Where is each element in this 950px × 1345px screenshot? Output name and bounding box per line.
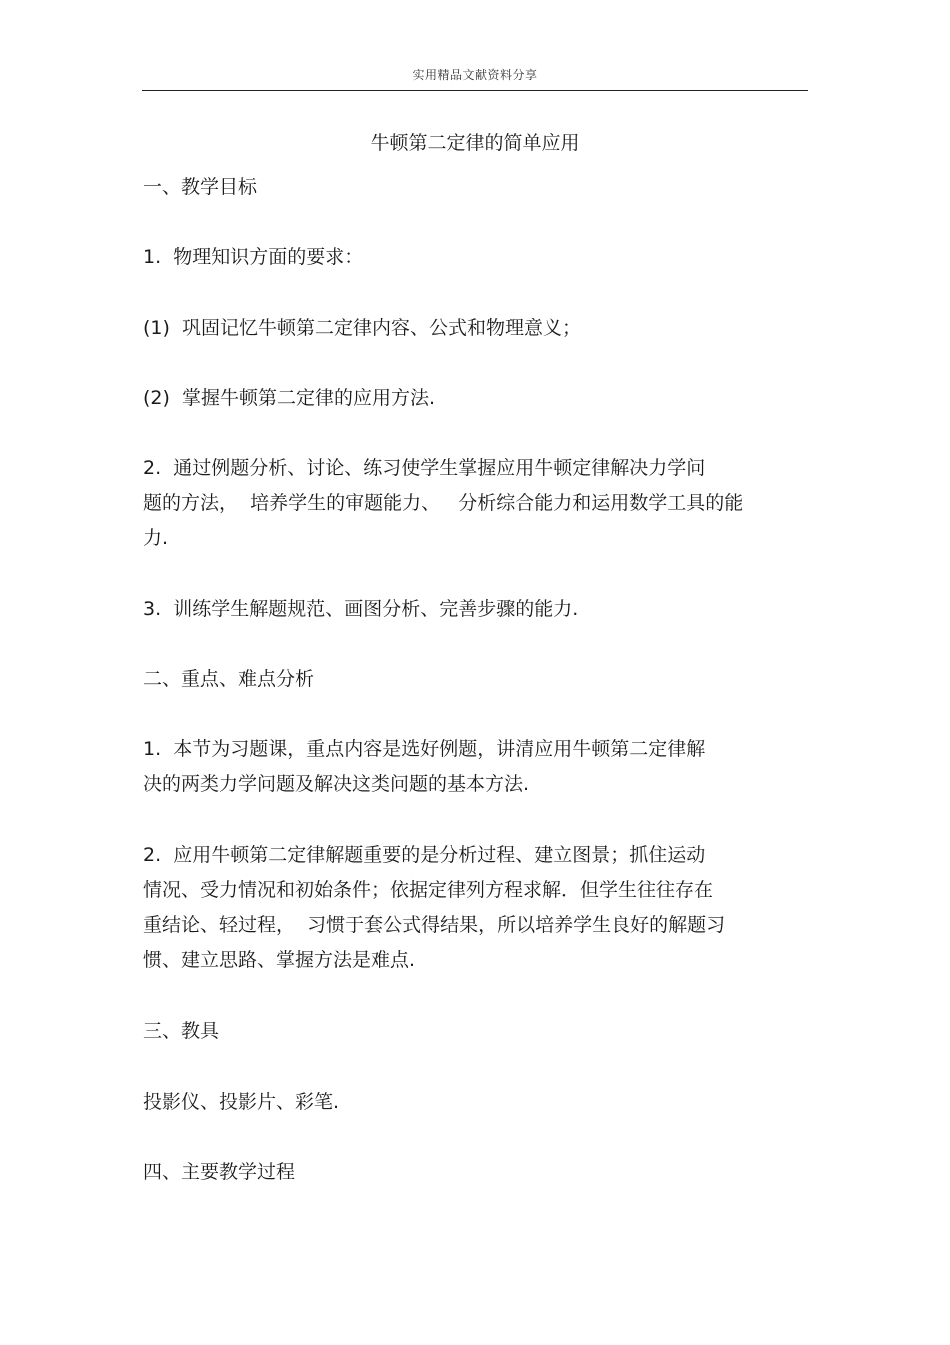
section-3-heading: 三、教具 [143, 1020, 220, 1042]
section-1-item-1-2: (2) 掌握牛顿第二定律的应用方法. [143, 387, 436, 409]
document-title: 牛顿第二定律的简单应用 [370, 132, 580, 154]
section-1-item-3: 3. 训练学生解题规范、画图分析、完善步骤的能力. [143, 598, 579, 620]
header-divider [142, 90, 808, 91]
section-1-item-2-line-1: 2. 通过例题分析、讨论、练习使学生掌握应用牛顿定律解决力学问 [143, 457, 706, 479]
section-1-heading: 一、教学目标 [143, 176, 258, 198]
section-2-item-2-line-1: 2. 应用牛顿第二定律解题重要的是分析过程、建立图景；抓住运动 [143, 844, 706, 866]
section-4-heading: 四、主要教学过程 [143, 1161, 296, 1183]
section-2-item-2-line-2: 情况、受力情况和初始条件；依据定律列方程求解．但学生往往存在 [143, 879, 714, 901]
section-2-item-1-line-2: 决的两类力学问题及解决这类问题的基本方法. [143, 773, 530, 795]
section-1-item-2-line-3: 力. [143, 527, 169, 549]
page-header: 实用精品文献资料分享 [412, 68, 538, 82]
section-2-item-2-line-4: 惯、建立思路、掌握方法是难点. [143, 949, 416, 971]
section-1-item-1-1: (1) 巩固记忆牛顿第二定律内容、公式和物理意义； [143, 317, 581, 339]
section-1-item-2-line-2: 题的方法， 培养学生的审题能力、 分析综合能力和运用数学工具的能 [143, 492, 744, 514]
section-2-heading: 二、重点、难点分析 [143, 668, 315, 690]
section-3-content: 投影仪、投影片、彩笔. [143, 1091, 340, 1113]
section-2-item-1-line-1: 1. 本节为习题课，重点内容是选好例题，讲清应用牛顿第二定律解 [143, 738, 706, 760]
section-1-item-1: 1. 物理知识方面的要求： [143, 246, 364, 268]
section-2-item-2-line-3: 重结论、轻过程， 习惯于套公式得结果，所以培养学生良好的解题习 [143, 914, 726, 936]
